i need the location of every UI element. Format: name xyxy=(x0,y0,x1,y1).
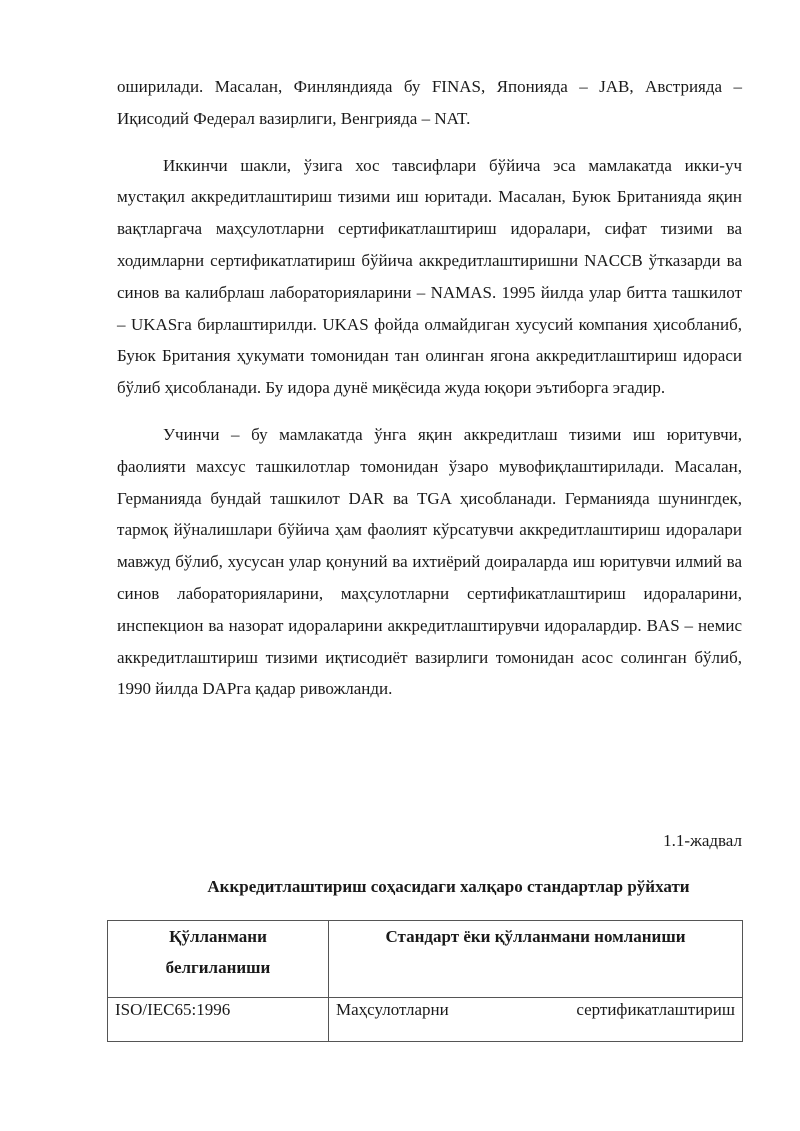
cell-name-word-1: Маҳсулотларни xyxy=(336,1000,449,1019)
standards-table xyxy=(107,920,743,1042)
table-header-row xyxy=(108,921,743,998)
paragraph-1: оширилади. Масалан, Финляндияда бу FINAS, Японияда – JAB, Австрияда – Иқисодий Федерал вазирлиги, Венгрияда – NAT. xyxy=(117,77,742,128)
header-designation: Қўлланмани белгиланиши xyxy=(108,921,329,998)
table-number-label: 1.1-жадвал xyxy=(663,831,742,850)
body-text xyxy=(117,71,742,705)
header-standard-name: Стандарт ёки қўлланмани номланиши xyxy=(329,921,743,998)
table-title: Аккредитлаштириш соҳасидаги халқаро стандартлар рўйхати xyxy=(207,877,690,896)
cell-name-word-2: сертификатлаштириш xyxy=(576,1000,735,1019)
cell-name xyxy=(329,998,743,1042)
cell-code: ISO/IEC65:1996 xyxy=(108,998,329,1042)
paragraph-2: Иккинчи шакли, ўзига хос тавсифлари бўйича эса мамлакатда икки-уч мустақил аккредитлаштириш тизими иш юритади. Масалан, Буюк Британияда яқин вақтларгача маҳсулотларни сертификатлаштириш идоралари, сифат тизими ва ходимларни сертификатлатириш бўйича аккредитлаштиришни NACCB ўтказарди ва синов ва калибрлаш лабораторияларини – NAMAS. 1995 йилда улар битта ташкилот – UKASга бирлаштирилди. UKAS фойда олмайдиган хусусий компания ҳисобланиб, Буюк Британия ҳукумати томонидан тан олинган ягона аккредитлаштириш идораси бўлиб ҳисобланади. Бу идора дунё миқёсида жуда юқори эътиборга эгадир. xyxy=(117,155,742,398)
paragraph-3: Учинчи – бу мамлакатда ўнга яқин аккредитлаш тизими иш юритувчи, фаолияти махсус ташкилотлар томонидан ўзаро мувофиқлаштирилади. Масалан, Германияда бундай ташкилот DAR ва TGA ҳисобланади. Германияда шунингдек, тармоқ йўналишлари бўйича ҳам фаолият кўрсатувчи аккредитлаштириш идоралари мавжуд бўлиб, хусусан улар қонуний ва ихтиёрий доираларда иш юритувчи илмий ва синов лабораторияларини, маҳсулотларни сертификатлаштириш идораларини, инспекцион ва назорат идораларини аккредитлаштирувчи идоралардир. BAS – немис аккредитлаштириш тизими иқтисодиёт вазирлиги томонидан асос солинган бўлиб, 1990 йилда DAPга қадар ривожланди. xyxy=(117,424,742,699)
table-row xyxy=(108,998,743,1042)
